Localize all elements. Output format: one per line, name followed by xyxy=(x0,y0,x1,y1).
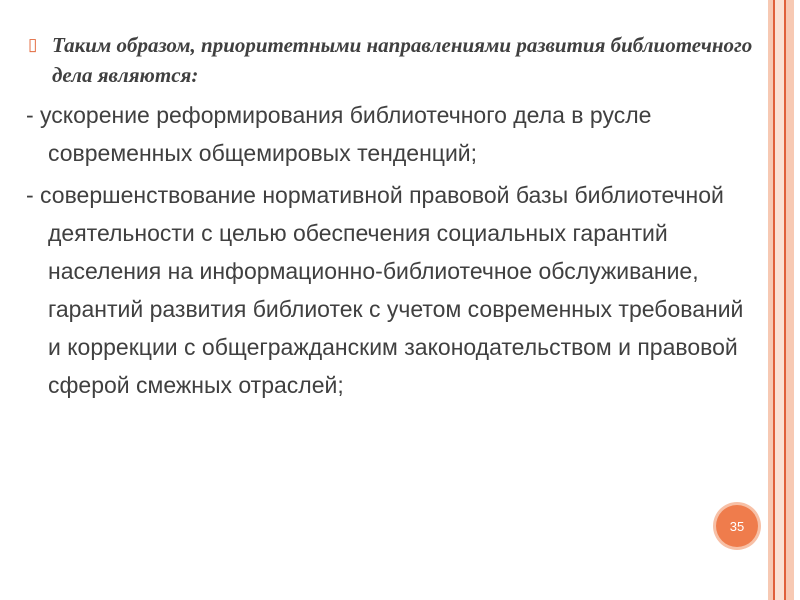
list-item: - ускорение реформирования библиотечного дела в русле современных общемировых тенденций; xyxy=(26,102,652,166)
list-item: - совершенствование нормативной правовой базы библиотечной деятельности с целью обеспечения социальных гарантий населения на информационно-библиотечное обслуживание, гарантий развития библиотек с учетом современных требований и коррекции с общегражданским законодательством и правовой сферой смежных отраслей; xyxy=(26,182,744,398)
page-number: 35 xyxy=(729,518,745,534)
decorative-side-bar-inner xyxy=(775,0,784,600)
lead-text: Таким образом, приоритетными направлениями развития библиотечного дела являются: xyxy=(52,33,753,87)
slide-content xyxy=(26,30,761,408)
decorative-side-line xyxy=(773,0,775,600)
page-number-badge xyxy=(716,505,758,547)
lead-paragraph xyxy=(26,30,761,90)
bullet-icon: ▯ xyxy=(28,35,38,54)
decorative-side-line xyxy=(784,0,786,600)
